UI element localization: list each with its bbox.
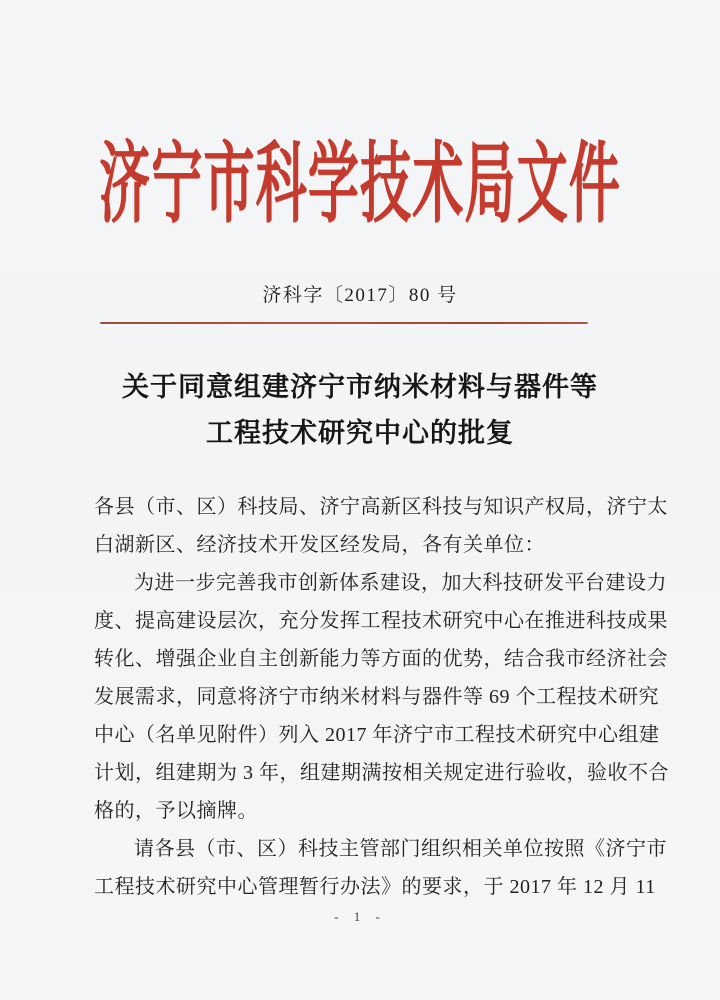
document-body [94, 488, 669, 906]
agency-header-wrap [0, 138, 720, 233]
body-line-p2-1: 为进一步完善我市创新体系建设，加大科技研发平台建设力 [134, 572, 667, 594]
red-divider-line [100, 322, 588, 324]
body-line-p3-2: 工程技术研究中心管理暂行办法》的要求，于 2017 年 12 月 11 [94, 876, 656, 898]
agency-header-title: 济宁市科学技术局文件 [99, 137, 622, 234]
body-line-p2-7: 格的，予以摘牌。 [94, 800, 258, 822]
document-title [0, 364, 720, 456]
body-line-p2-4: 发展需求，同意将济宁市纳米材料与器件等 69 个工程技术研究 [94, 686, 659, 708]
body-line-p2-5: 中心（名单见附件）列入 2017 年济宁市工程技术研究中心组建 [94, 724, 660, 746]
body-line-p2-6: 计划，组建期为 3 年，组建期满按相关规定进行验收，验收不合 [94, 762, 669, 784]
body-line-p2-2: 度、提高建设层次，充分发挥工程技术研究中心在推进科技成果 [94, 610, 668, 632]
body-line-p3-1: 请各县（市、区）科技主管部门组织相关单位按照《济宁市 [134, 838, 667, 860]
document-title-line-2: 工程技术研究中心的批复 [206, 418, 514, 448]
body-line-recipients-1: 各县（市、区）科技局、济宁高新区科技与知识产权局，济宁太 [94, 496, 668, 518]
body-line-p2-3: 转化、增强企业自主创新能力等方面的优势，结合我市经济社会 [94, 648, 668, 670]
page-number: - 1 - [334, 909, 386, 924]
document-number: 济科字〔2017〕80 号 [262, 285, 458, 306]
document-title-line-1: 关于同意组建济宁市纳米材料与器件等 [122, 372, 598, 402]
body-line-recipients-2: 白湖新区、经济技术开发区经发局，各有关单位： [94, 534, 545, 556]
